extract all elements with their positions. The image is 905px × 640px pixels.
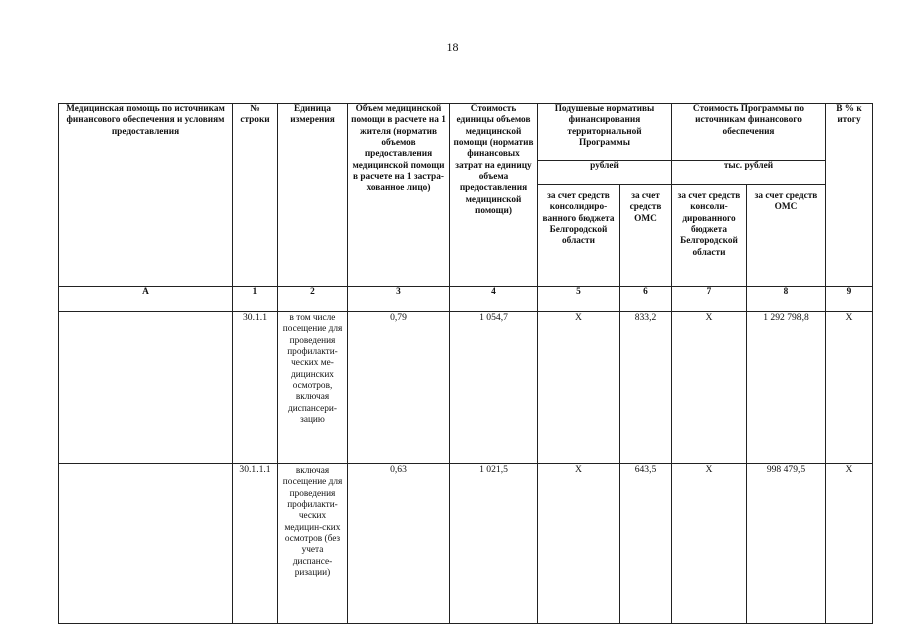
row-per-capita-oms: 643,5 — [620, 464, 672, 624]
column-index-a: А — [59, 287, 233, 312]
column-index-1: 1 — [233, 287, 278, 312]
row-program-budget: Х — [672, 312, 747, 464]
page-number: 18 — [446, 40, 459, 54]
row-description — [59, 464, 233, 624]
row-percent: Х — [826, 464, 873, 624]
row-volume: 0,79 — [348, 312, 450, 464]
header-unit: Единица измерения — [278, 104, 348, 287]
row-per-capita-oms: 833,2 — [620, 312, 672, 464]
column-index-8: 8 — [747, 287, 826, 312]
column-index-5: 5 — [538, 287, 620, 312]
row-program-oms: 998 479,5 — [747, 464, 826, 624]
header-unit-rubles: рублей — [538, 161, 672, 185]
table-row — [59, 312, 873, 464]
row-number: 30.1.1 — [233, 312, 278, 464]
column-index-4: 4 — [450, 287, 538, 312]
row-description — [59, 312, 233, 464]
row-unit: в том числе посещение для проведения профилакти-ческих ме-дицинских осмотров, включая диспансери-зацию — [278, 312, 348, 464]
column-index-2: 2 — [278, 287, 348, 312]
table-row — [59, 464, 873, 624]
row-unit-cost: 1 054,7 — [450, 312, 538, 464]
header-program-oms: за счет средств ОМС — [747, 185, 826, 287]
row-per-capita-budget: Х — [538, 312, 620, 464]
header-percent: В % к итогу — [826, 104, 873, 287]
header-program-budget: за счет средств консоли-дированного бюджета Белгородской области — [672, 185, 747, 287]
header-per-capita-group: Подушевые нормативы финансирования территориальной Программы — [538, 104, 672, 161]
header-row-number: № строки — [233, 104, 278, 287]
row-number: 30.1.1.1 — [233, 464, 278, 624]
header-medical-care: Медицинская помощь по источникам финансового обеспечения и условиям предоставления — [59, 104, 233, 287]
header-unit-cost: Стоимость единицы объемов медицинской помощи (норматив финансовых затрат на единицу объема предоставления медицинской помощи) — [450, 104, 538, 287]
column-index-6: 6 — [620, 287, 672, 312]
header-program-cost-group: Стоимость Программы по источникам финансового обеспечения — [672, 104, 826, 161]
row-per-capita-budget: Х — [538, 464, 620, 624]
column-index-9: 9 — [826, 287, 873, 312]
row-unit: включая посещение для проведения профилакти-ческих медицин-ских осмотров (без учета диспансе-ризации) — [278, 464, 348, 624]
row-unit-cost: 1 021,5 — [450, 464, 538, 624]
header-per-capita-oms: за счет средств ОМС — [620, 185, 672, 287]
column-index-7: 7 — [672, 287, 747, 312]
row-percent: Х — [826, 312, 873, 464]
header-volume: Объем медицинской помощи в расчете на 1 жителя (норматив объемов предоставления медицинской помощи в расчете на 1 застра-хованное лицо) — [348, 104, 450, 287]
header-per-capita-budget: за счет средств консолидиро-ванного бюджета Белгородской области — [538, 185, 620, 287]
header-unit-thousand-rubles: тыс. рублей — [672, 161, 826, 185]
row-program-oms: 1 292 798,8 — [747, 312, 826, 464]
row-volume: 0,63 — [348, 464, 450, 624]
program-cost-table — [58, 103, 873, 624]
column-index-3: 3 — [348, 287, 450, 312]
row-program-budget: Х — [672, 464, 747, 624]
